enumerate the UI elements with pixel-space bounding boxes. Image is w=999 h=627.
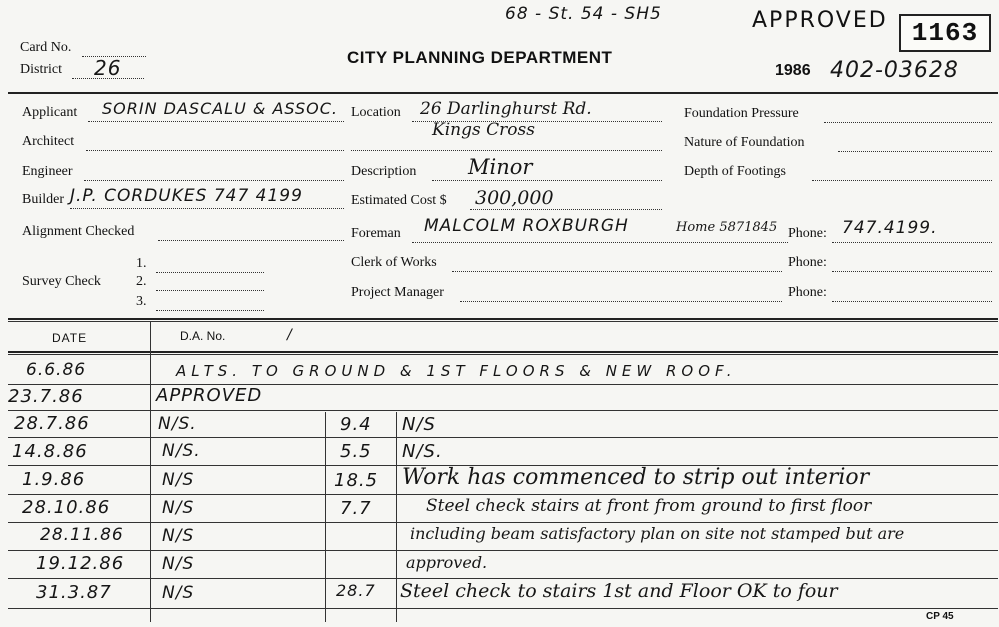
description-value: Minor [468,155,533,179]
location-line-1: 26 Darlinghurst Rd. [420,99,592,119]
row-code: N/S [162,498,195,518]
foreman-label: Foreman [351,226,401,241]
row-note: Work has commenced to strip out interior [402,465,870,490]
location-dots-2 [351,150,662,151]
builder-value: J.P. CORDUKES 747 4199 [70,186,303,206]
survey-dots-2 [156,290,264,291]
table-top-rule [8,318,998,320]
row-date: 28.7.86 [14,413,90,434]
row-code: N/S [162,554,195,574]
survey-item-3: 3. [136,294,147,309]
phone-dots-3 [832,301,992,302]
table-header-rule-2 [8,354,998,355]
row-note: APPROVED [156,385,263,406]
row-rule [8,410,998,411]
alignment-dots [158,240,344,241]
card-number: 1163 [911,18,979,48]
nature-of-foundation-dots [838,151,992,152]
file-number: 402-03628 [830,58,959,83]
foreman-dots [412,242,788,243]
top-note: 68 - St. 54 - SH5 [505,4,662,24]
row-date: 28.10.86 [22,497,111,518]
row-rule [8,608,998,609]
row-code: N/S [162,470,195,490]
location-line-2: Kings Cross [432,120,535,140]
clerk-of-works-label: Clerk of Works [351,255,437,270]
engineer-dots [84,180,344,181]
row-value: 7.7 [340,498,372,519]
applicant-label: Applicant [22,105,78,120]
survey-dots-1 [156,272,264,273]
code-column-divider [325,412,326,622]
row-date: 6.6.86 [26,360,87,380]
row-value: 18.5 [334,470,379,491]
da-header: D.A. No. [180,329,226,343]
estimated-cost-dots [470,209,662,210]
survey-dots-3 [156,310,264,311]
approved-stamp: APPROVED [752,8,888,33]
row-date: 23.7.86 [8,386,84,407]
date-header: DATE [52,331,88,345]
row-rule [8,550,998,551]
value-column-divider [396,412,397,622]
applicant-value: SORIN DASCALU & ASSOC. [102,99,338,118]
phone-dots-2 [832,271,992,272]
row-code: N/S [162,583,195,603]
row-value: 28.7 [336,581,376,600]
row-date: 1.9.86 [22,469,86,490]
foundation-pressure-label: Foundation Pressure [684,106,799,121]
row-rule [8,578,998,579]
da-mark: / [287,327,293,343]
builder-dots [70,208,344,209]
form-code: CP 45 [926,611,954,622]
row-note: N/S [402,414,436,435]
row-rule [8,437,998,438]
foreman-home-phone: Home 5871845 [676,220,778,235]
alignment-label: Alignment Checked [22,224,135,239]
row-value: 9.4 [340,414,372,435]
builder-label: Builder [22,192,64,207]
engineer-label: Engineer [22,164,73,179]
estimated-cost-label: Estimated Cost $ [351,193,447,208]
row-date: 14.8.86 [12,441,88,462]
date-column-divider [150,322,151,622]
row-rule [8,522,998,523]
nature-of-foundation-label: Nature of Foundation [684,135,805,150]
row-code: N/S. [158,414,197,434]
project-manager-label: Project Manager [351,285,444,300]
card-no-label: Card No. [20,40,72,55]
table-header-rule [8,351,998,353]
depth-of-footings-dots [812,180,992,181]
foundation-pressure-dots [824,122,992,123]
card-number-box [899,14,991,52]
year: 1986 [775,62,811,79]
district-value: 26 [94,56,122,80]
row-note: Steel check to stairs 1st and Floor OK to four [400,580,838,602]
phone-value: 747.4199. [842,218,938,238]
row-note: Steel check stairs at front from ground to first floor [426,496,872,516]
row-code: N/S [162,526,195,546]
department-title: CITY PLANNING DEPARTMENT [347,48,613,67]
row-date: 28.11.86 [40,525,124,545]
survey-item-1: 1. [136,256,147,271]
row-date: 31.3.87 [36,582,112,603]
table-top-rule-2 [8,321,998,322]
architect-dots [86,150,344,151]
header-rule [8,92,998,94]
row-rule [8,494,998,495]
depth-of-footings-label: Depth of Footings [684,164,786,179]
row-note: N/S. [402,441,443,462]
foreman-value: MALCOLM ROXBURGH [424,216,629,236]
phone-label-1: Phone: [788,226,827,241]
description-dots [432,180,662,181]
survey-check-label: Survey Check [22,274,101,289]
row-note: including beam satisfactory plan on site not stamped but are [410,524,905,543]
phone-dots-1 [832,242,992,243]
row-code: N/S. [162,441,201,461]
row-value: 5.5 [340,441,372,462]
row-note: approved. [406,553,488,572]
location-label: Location [351,105,401,120]
phone-label-2: Phone: [788,255,827,270]
architect-label: Architect [22,134,75,149]
applicant-dots [88,121,344,122]
survey-item-2: 2. [136,274,147,289]
district-label: District [20,62,62,77]
description-label: Description [351,164,417,179]
phone-label-3: Phone: [788,285,827,300]
row-date: 19.12.86 [36,553,125,574]
project-manager-dots [460,301,782,302]
estimated-cost-value: 300,000 [475,187,554,209]
clerk-dots [452,271,782,272]
row-note: ALTS. TO GROUND & 1ST FLOORS & NEW ROOF. [176,362,737,380]
